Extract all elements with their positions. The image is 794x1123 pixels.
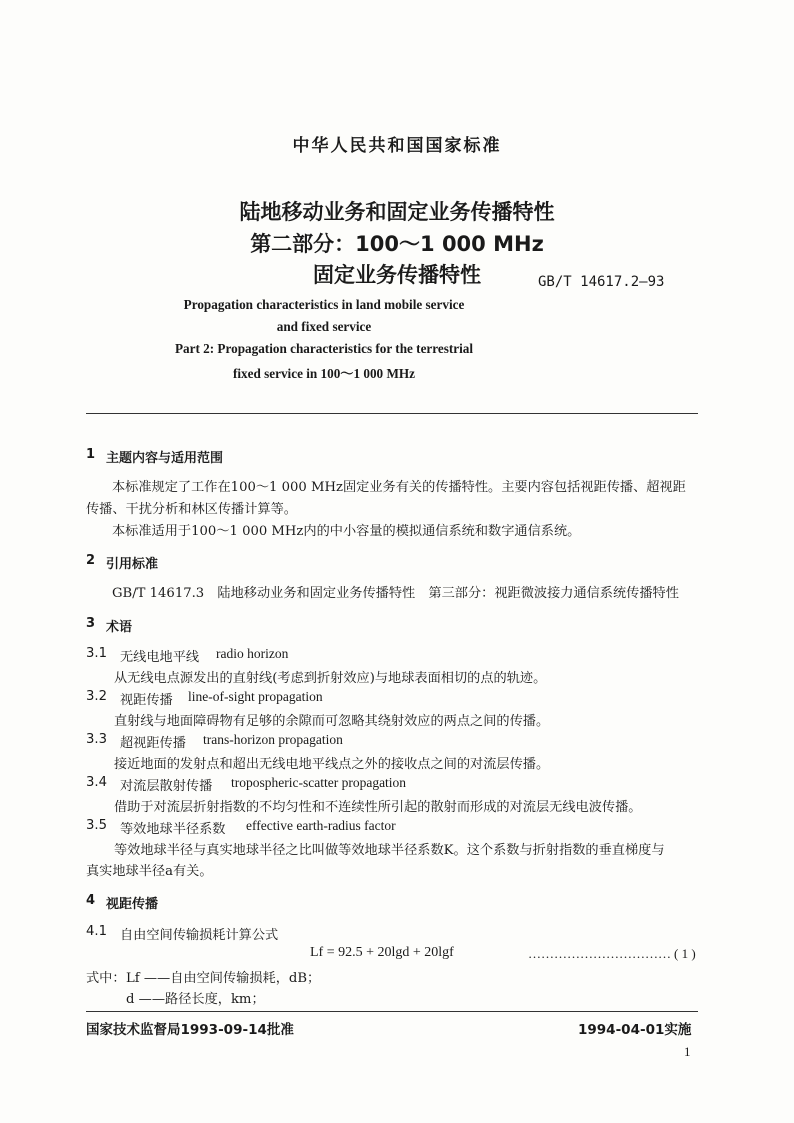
term-chinese: 对流层散射传播: [120, 779, 213, 794]
section-number: 1: [86, 447, 96, 462]
footer-divider: [86, 1011, 698, 1012]
section-number: 2: [86, 553, 96, 568]
standard-code: GB/T 14617.2—93: [538, 274, 665, 290]
subsection-title: 自由空间传输损耗计算公式: [120, 928, 279, 943]
page-number: 1: [684, 1044, 691, 1059]
variable-definition: Lf ——自由空间传输损耗，dB；: [126, 971, 321, 986]
term-english: effective earth-radius factor: [246, 818, 396, 833]
term-number: 3.1: [86, 646, 107, 661]
term-english: line-of-sight propagation: [188, 689, 323, 704]
term-chinese: 超视距传播: [120, 736, 186, 751]
section-number: 3: [86, 616, 96, 631]
term-chinese: 无线电地平线: [120, 650, 200, 665]
term-number: 3.2: [86, 689, 107, 704]
section-number: 4: [86, 893, 96, 908]
reference-entry: GB/T 14617.3 陆地移动业务和固定业务传播特性 第三部分：视距微波接力通信系统传播特性: [112, 586, 679, 601]
paragraph-line: 传播、干扰分析和林区传播计算等。: [86, 502, 297, 517]
subsection-number: 4.1: [86, 924, 107, 939]
formula-leader-dots: ……………………………: [528, 946, 671, 961]
section-title: 视距传播: [106, 897, 159, 912]
paragraph-line: 本标准适用于100～1 000 MHz内的中小容量的模拟通信系统和数字通信系统。: [112, 524, 581, 539]
equation-number: ( 1 ): [674, 946, 696, 961]
section-title: 主题内容与适用范围: [106, 451, 224, 466]
term-definition: 借助于对流层折射指数的不均匀性和不连续性所引起的散射而形成的对流层无线电波传播。: [114, 800, 642, 815]
national-standard-label: 中华人民共和国国家标准: [292, 136, 502, 156]
paragraph-line: 本标准规定了工作在100～1 000 MHz固定业务有关的传播特性。主要内容包括视距传播、超视距: [112, 480, 686, 495]
where-label: 式中：: [86, 971, 126, 986]
term-number: 3.4: [86, 775, 107, 790]
term-definition: 真实地球半径a有关。: [86, 864, 213, 879]
section-title: 术语: [106, 620, 133, 635]
term-number: 3.5: [86, 818, 107, 833]
title-line-1: 陆地移动业务和固定业务传播特性: [239, 200, 555, 224]
term-definition: 直射线与地面障碍物有足够的余隙而可忽略其绕射效应的两点之间的传播。: [114, 714, 550, 729]
variable-definition: d ——路径长度，km；: [126, 992, 265, 1007]
effective-date: 1994-04-01实施: [578, 1022, 692, 1038]
term-definition: 从无线电点源发出的直射线(考虑到折射效应)与地球表面相切的点的轨迹。: [114, 671, 547, 686]
english-title-line: Propagation characteristics in land mobile service: [183, 297, 465, 312]
formula: Lf = 92.5 + 20lgd + 20lgf: [310, 945, 454, 960]
term-english: trans-horizon propagation: [203, 732, 343, 747]
english-title-line: fixed service in 100～1 000 MHz: [232, 366, 416, 381]
title-line-3: 固定业务传播特性: [313, 263, 481, 287]
term-definition: 等效地球半径与真实地球半径之比叫做等效地球半径系数K。这个系数与折射指数的垂直梯度与: [114, 843, 665, 858]
term-english: tropospheric-scatter propagation: [231, 775, 407, 790]
approval-line: 国家技术监督局1993-09-14批准: [86, 1022, 294, 1038]
english-title-line: and fixed service: [276, 319, 372, 334]
term-chinese: 视距传播: [120, 693, 173, 708]
term-english: radio horizon: [216, 646, 289, 661]
term-definition: 接近地面的发射点和超出无线电地平线点之外的接收点之间的对流层传播。: [114, 757, 550, 772]
term-chinese: 等效地球半径系数: [120, 822, 226, 837]
title-line-2: 第二部分：100～1 000 MHz: [250, 232, 544, 256]
term-number: 3.3: [86, 732, 107, 747]
english-title-line: Part 2: Propagation characteristics for the terrestrial: [174, 341, 474, 356]
section-title: 引用标准: [106, 557, 159, 572]
header-divider: [86, 413, 698, 414]
